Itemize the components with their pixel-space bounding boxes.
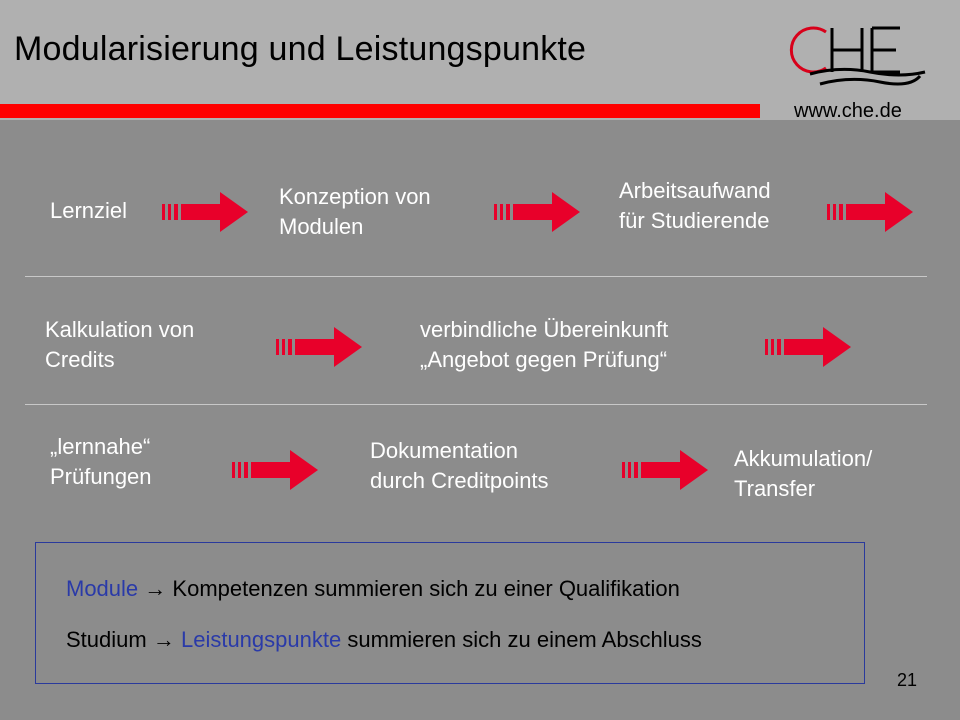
flow-item-konzeption	[279, 182, 431, 242]
row-divider	[25, 276, 927, 277]
summary-box	[35, 542, 865, 684]
right-arrow-icon	[494, 190, 580, 234]
right-arrow-icon	[827, 190, 913, 234]
summary-text-abschluss: summieren sich zu einem Abschluss	[347, 627, 702, 652]
flow-item-dokumentation-line2: durch Creditpoints	[370, 468, 549, 493]
right-arrow-symbol: →	[144, 576, 167, 601]
flow-item-konzeption-line2: Modulen	[279, 214, 364, 239]
slide-title: Modularisierung und Leistungspunkte	[14, 30, 587, 68]
summary-term-studium: Studium	[66, 627, 147, 652]
flow-item-uebereinkunft-line1: verbindliche Übereinkunft	[420, 317, 669, 342]
flow-item-dokumentation-line1: Dokumentation	[370, 438, 518, 463]
flow-item-dokumentation	[370, 436, 549, 496]
website-url: www.che.de	[794, 100, 902, 122]
summary-line-module	[66, 574, 680, 604]
che-logo-graphic	[780, 10, 940, 90]
flow-item-akkumulation-line2: Transfer	[734, 476, 816, 501]
flow-item-uebereinkunft-line2: „Angebot gegen Prüfung“	[420, 347, 668, 372]
summary-term-leistungspunkte: Leistungspunkte	[180, 627, 342, 652]
flow-item-kalkulation-line1: Kalkulation von	[45, 317, 195, 342]
flow-item-arbeitsaufwand-line2: für Studierende	[619, 208, 770, 233]
accent-bar	[0, 104, 760, 118]
summary-line-studium	[66, 625, 702, 655]
flow-item-pruefungen-line1: „lernnahe“	[50, 434, 151, 459]
flow-item-akkumulation-line1: Akkumulation/	[734, 446, 873, 471]
flow-item-pruefungen	[50, 432, 152, 492]
flow-item-arbeitsaufwand	[619, 176, 771, 236]
row-divider	[25, 404, 927, 405]
flow-item-kalkulation-line2: Credits	[45, 347, 115, 372]
right-arrow-icon	[622, 448, 708, 492]
flow-item-pruefungen-line2: Prüfungen	[50, 464, 152, 489]
flow-item-lernziel: Lernziel	[50, 198, 128, 223]
right-arrow-icon	[162, 190, 248, 234]
flow-item-uebereinkunft	[420, 315, 668, 375]
summary-term-module: Module	[66, 576, 139, 601]
flow-item-akkumulation	[734, 444, 872, 504]
right-arrow-symbol: →	[152, 627, 175, 652]
flow-item-arbeitsaufwand-line1: Arbeitsaufwand	[619, 178, 771, 203]
che-logo	[780, 10, 940, 90]
summary-text-kompetenzen: Kompetenzen summieren sich zu einer Qualifikation	[172, 576, 680, 601]
flow-item-kalkulation	[45, 315, 194, 375]
right-arrow-icon	[232, 448, 318, 492]
page-number: 21	[897, 670, 918, 690]
right-arrow-icon	[765, 325, 851, 369]
right-arrow-icon	[276, 325, 362, 369]
flow-item-konzeption-line1: Konzeption von	[279, 184, 431, 209]
